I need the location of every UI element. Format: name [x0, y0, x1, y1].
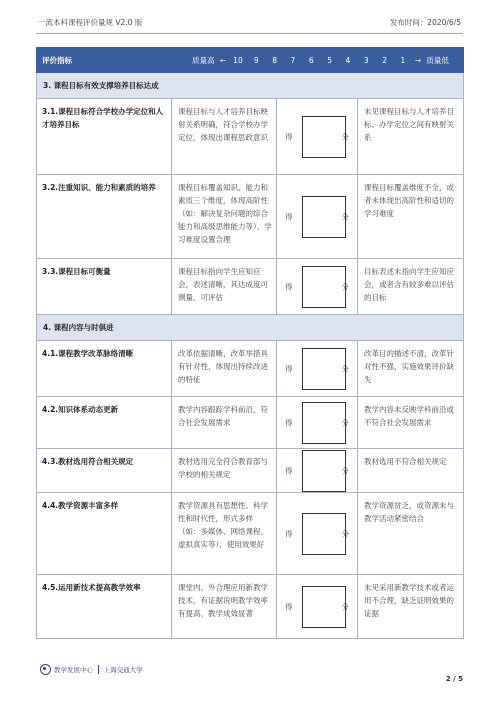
scale-number: 8 [272, 55, 277, 65]
footer-logo [40, 664, 143, 675]
scale-number: 3 [363, 55, 369, 65]
score-label-fen: 分 [341, 132, 349, 141]
score-cell [277, 99, 358, 175]
high-quality-description: 改革依据清晰，改革举措具有针对性，体现出持续改进的特征 [172, 341, 277, 397]
indicator-cell: 3.3.课程目标可衡量 [37, 259, 172, 315]
quality-high-label: 质量高 [192, 55, 215, 65]
score-cell [277, 341, 358, 397]
quality-scale [172, 48, 464, 73]
table-row [37, 397, 464, 449]
scale-number: 9 [253, 55, 259, 65]
score-input-box[interactable] [302, 513, 346, 555]
scale-number: 2 [382, 55, 387, 65]
score-input-box[interactable] [302, 348, 346, 390]
low-quality-description: 教材选用不符合相关规定 [358, 449, 464, 493]
score-input-box[interactable] [302, 402, 346, 444]
org-name: 教学发展中心 [54, 666, 93, 674]
indicator-cell: 4.4.教学资源丰富多样 [37, 493, 172, 575]
high-quality-description: 教学资源具有思想性、科学性和时代性，形式多样（如：多媒体、网络课程、虚拟真实等），使用效果好 [172, 493, 277, 575]
indicator-cell: 4.3.教材选用符合相关规定 [37, 449, 172, 493]
table-row [37, 175, 464, 259]
high-quality-description: 课程目标覆盖知识、能力和素质三个维度，体现高阶性（如：解决复杂问题的综合能力和高级思维能力等），学习难度设置合理 [172, 175, 277, 259]
right-arrow: → [414, 55, 422, 65]
score-label-fen: 分 [341, 212, 349, 221]
indicator-cell: 4.1.课程教学改革脉络清晰 [37, 341, 172, 397]
low-quality-description: 教学资源贫乏，或资源未与教学活动紧密结合 [358, 493, 464, 575]
score-cell [277, 493, 358, 575]
score-input-box[interactable] [302, 586, 346, 628]
section-header-row [37, 73, 464, 99]
score-input-box[interactable] [302, 266, 346, 308]
score-label-de: 得 [285, 466, 293, 475]
document-title: 一流本科课程评价量规 V2.0 版 [38, 18, 143, 27]
low-quality-description: 目标表述未指向学生应知应会，或者含有较多难以评估的目标 [358, 259, 464, 315]
high-quality-description: 课程目标指向学生应知应会，表述清晰，其达成度可测量、可评估 [172, 259, 277, 315]
score-cell [277, 175, 358, 259]
section-title: 4. 课程内容与时俱进 [37, 315, 464, 341]
score-cell [277, 449, 358, 493]
indicator-cell: 3.1.课程目标符合学校办学定位和人才培养目标 [37, 99, 172, 175]
table-row [37, 341, 464, 397]
page-number: 2 / 5 [445, 675, 463, 683]
high-quality-description: 教材选用完全符合教育部与学校的相关规定 [172, 449, 277, 493]
indicator-cell: 3.2.注重知识、能力和素质的培养 [37, 175, 172, 259]
score-label-de: 得 [285, 602, 293, 611]
indicator-cell: 4.5.运用新技术提高教学效率 [37, 575, 172, 639]
indicator-header: 评价指标 [37, 48, 172, 73]
low-quality-description: 改革目的描述不清，改革针对性不强，实施效果评价缺失 [358, 341, 464, 397]
scale-number: 7 [290, 55, 296, 65]
score-label-fen: 分 [341, 529, 349, 538]
scale-number: 1 [400, 55, 406, 65]
score-label-fen: 分 [341, 282, 349, 291]
score-label-fen: 分 [341, 418, 349, 427]
score-label-fen: 分 [341, 602, 349, 611]
score-input-box[interactable] [302, 196, 346, 238]
table-row [37, 493, 464, 575]
quality-low-label: 质量低 [426, 55, 449, 65]
university-name: 上海交通大学 [103, 666, 143, 674]
high-quality-description: 课程目标与人才培养目标映射关系明确，符合学校办学定位，体现出课程思政意识 [172, 99, 277, 175]
table-header-row [37, 48, 464, 73]
score-label-de: 得 [285, 282, 293, 291]
high-quality-description: 课堂内、外合理应用新教学技术，有证据说明教学效率有提高、教学成效显著 [172, 575, 277, 639]
scale-number: 5 [327, 55, 332, 65]
score-label-de: 得 [285, 212, 293, 221]
score-input-box[interactable] [302, 450, 346, 492]
section-title: 3. 课程目标有效支撑培养目标达成 [37, 73, 464, 99]
score-cell [277, 259, 358, 315]
low-quality-description: 未见课程目标与人才培养目标、办学定位之间有映射关系 [358, 99, 464, 175]
scale-number: 6 [308, 55, 314, 65]
score-label-fen: 分 [341, 466, 349, 475]
score-cell [277, 575, 358, 639]
section-header-row [37, 315, 464, 341]
table-row [37, 575, 464, 639]
scale-number: 4 [345, 55, 351, 65]
low-quality-description: 教学内容未反映学科前沿或不符合社会发展需求 [358, 397, 464, 449]
logo-icon [40, 664, 51, 675]
score-label-de: 得 [285, 364, 293, 373]
score-label-de: 得 [285, 529, 293, 538]
high-quality-description: 教学内容跟踪学科前沿，符合社会发展需求 [172, 397, 277, 449]
low-quality-description: 未见采用新教学技术或者运用不合理，缺乏证明效果的证据 [358, 575, 464, 639]
logo-divider [98, 665, 99, 674]
header-divider [36, 33, 463, 34]
indicator-cell: 4.2.知识体系动态更新 [37, 397, 172, 449]
low-quality-description: 课程目标覆盖维度不全，或者未体现出高阶性和适切的学习难度 [358, 175, 464, 259]
publish-date: 发布时间：2020/6/5 [389, 18, 461, 27]
left-arrow: ← [219, 55, 227, 65]
table-row [37, 99, 464, 175]
rubric-table [36, 47, 464, 639]
score-cell [277, 397, 358, 449]
score-label-fen: 分 [341, 364, 349, 373]
score-input-box[interactable] [302, 116, 346, 158]
table-row [37, 449, 464, 493]
scale-number: 10 [233, 55, 243, 65]
table-row [37, 259, 464, 315]
score-label-de: 得 [285, 132, 293, 141]
score-label-de: 得 [285, 418, 293, 427]
